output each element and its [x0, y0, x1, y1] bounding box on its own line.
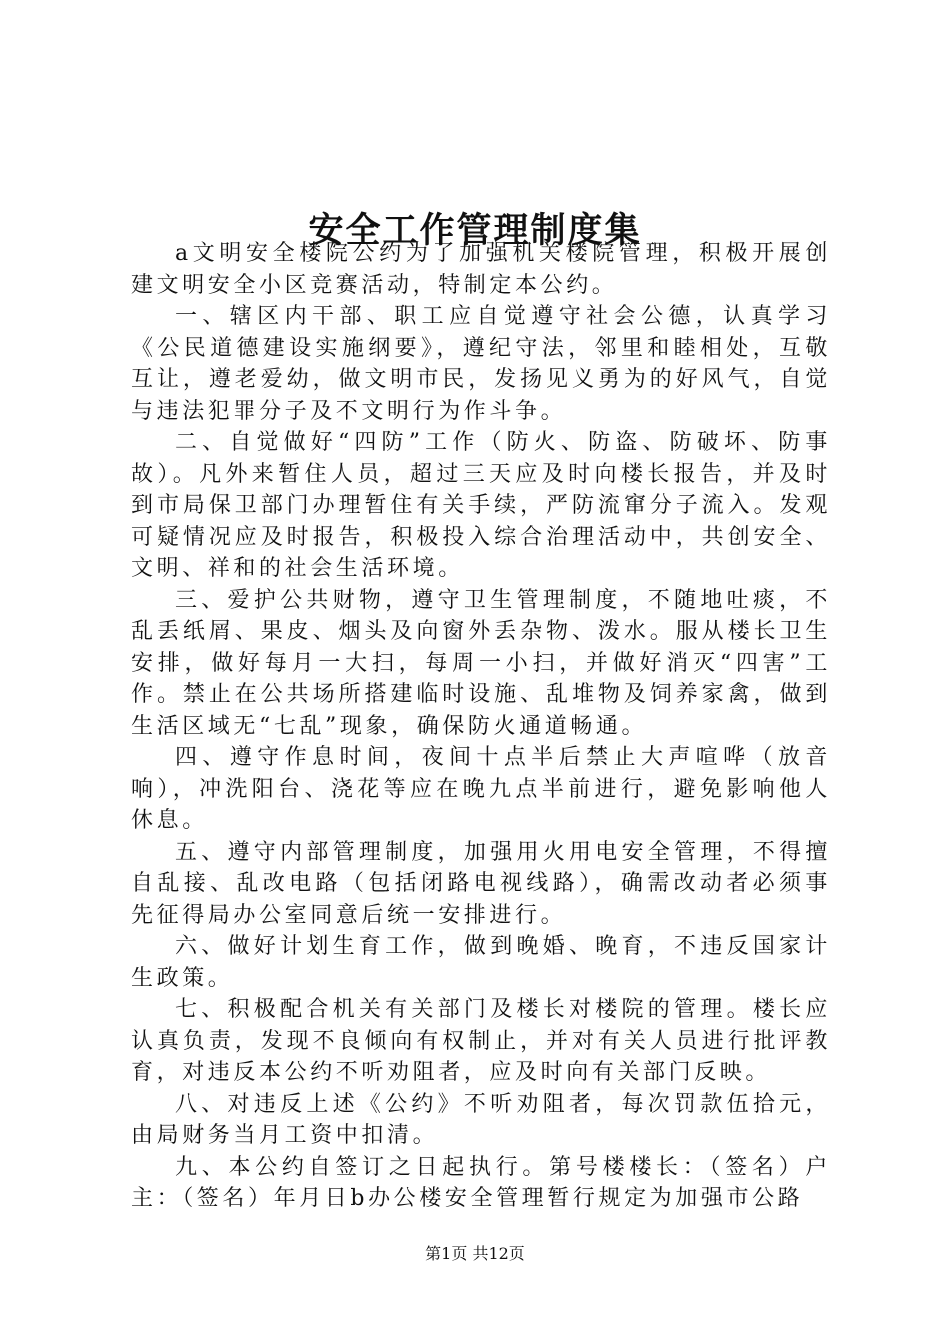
paragraph-article-7: 七、积极配合机关有关部门及楼长对楼院的管理。楼长应认真负责，发现不良倾向有权制止，并对有关人员进行批评教育，对违反本公约不听劝阻者，应及时向有关部门反映。 — [131, 997, 831, 1085]
paragraph-article-2: 二、自觉做好“四防”工作（防火、防盗、防破坏、防事故）。凡外来暂住人员，超过三天应及时向楼长报告，并及时到市局保卫部门办理暂住有关手续，严防流窜分子流入。发观可疑情况应及时报告，积极投入综合治理活动中，共创安全、文明、祥和的社会生活环境。 — [131, 430, 831, 581]
page-number-footer: 第1页 共12页 — [425, 1244, 525, 1263]
paragraph-article-6: 六、做好计划生育工作，做到晚婚、晚育，不违反国家计生政策。 — [131, 934, 831, 991]
paragraph-article-5: 五、遵守内部管理制度，加强用火用电安全管理，不得擅自乱接、乱改电路（包括闭路电视线路），确需改动者必须事先征得局办公室同意后统一安排进行。 — [131, 839, 831, 928]
paragraph-article-1: 一、辖区内干部、职工应自觉遵守社会公德，认真学习《公民道德建设实施纲要》，遵纪守法，邻里和睦相处，互敬互让，遵老爱幼，做文明市民，发扬见义勇为的好风气，自觉与违法犯罪分子及不文明行为作斗争。 — [131, 304, 831, 424]
paragraph-article-4: 四、遵守作息时间，夜间十点半后禁止大声喧哗（放音响），冲洗阳台、浇花等应在晚九点半前进行，避免影响他人休息。 — [131, 745, 831, 833]
paragraph-article-8: 八、对违反上述《公约》不听劝阻者，每次罚款伍拾元，由局财务当月工资中扣清。 — [131, 1091, 831, 1148]
document-body — [131, 238, 831, 1215]
paragraph-article-9: 九、本公约自签订之日起执行。第号楼楼长：（签名）户主：（签名）年月日b办公楼安全管理暂行规定为加强市公路 — [131, 1154, 831, 1211]
paragraph-article-3: 三、爱护公共财物，遵守卫生管理制度，不随地吐痰，不乱丢纸屑、果皮、烟头及向窗外丢杂物、泼水。服从楼长卫生安排，做好每月一大扫，每周一小扫，并做好消灭“四害”工作。禁止在公共场所搭建临时设施、乱堆物及饲养家禽，做到生活区域无“七乱”现象，确保防火通道畅通。 — [131, 587, 831, 739]
document-title: 安全工作管理制度集 — [308, 210, 642, 252]
paragraph-intro: a文明安全楼院公约为了加强机关楼院管理，积极开展创建文明安全小区竞赛活动，特制定本公约。 — [131, 241, 831, 298]
